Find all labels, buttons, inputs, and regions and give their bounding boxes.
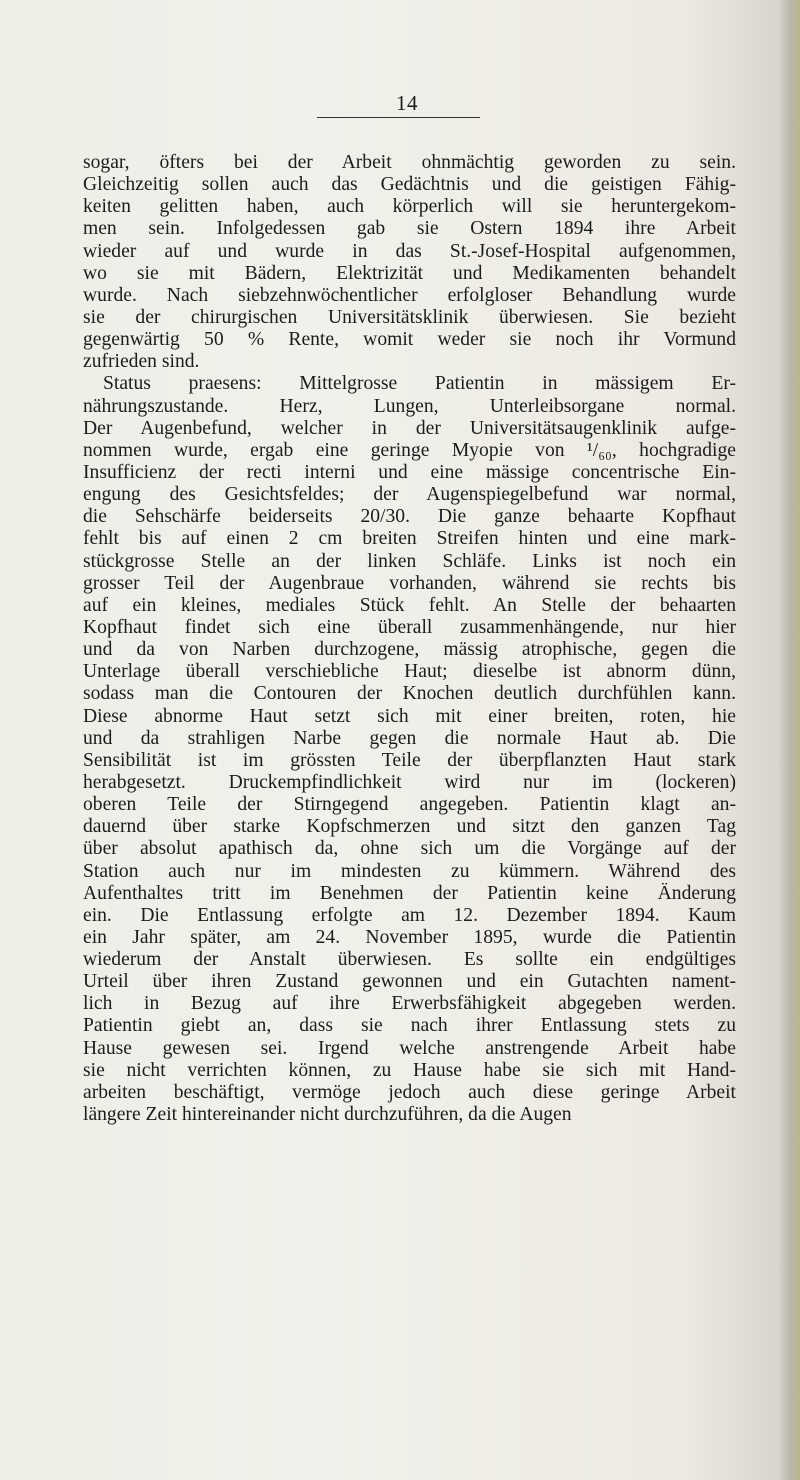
- text-line: auf ein kleines, mediales Stück fehlt. An Stelle der behaarten: [83, 594, 736, 616]
- text-line: lich in Bezug auf ihre Erwerbsfähigkeit abgegeben werden.: [83, 993, 736, 1015]
- text-line: Kopfhaut findet sich eine überall zusammenhängende, nur hier: [83, 616, 736, 638]
- text-line: Diese abnorme Haut setzt sich mit einer breiten, roten, hie: [83, 705, 736, 727]
- text-line: fehlt bis auf einen 2 cm breiten Streifen hinten und eine mark-: [83, 528, 736, 550]
- body-text: [83, 152, 736, 1126]
- text-line: Insufficienz der recti interni und eine mässige concentrische Ein-: [83, 461, 736, 483]
- text-line: wo sie mit Bädern, Elektrizität und Medikamenten behandelt: [83, 262, 736, 284]
- header-rule: [317, 117, 480, 118]
- text-line: grosser Teil der Augenbraue vorhanden, während sie rechts bis: [83, 572, 736, 594]
- text-line: ein Jahr später, am 24. November 1895, wurde die Patientin: [83, 926, 736, 948]
- text-line: nährungszustande. Herz, Lungen, Unterleibsorgane normal.: [83, 395, 736, 417]
- text-line: zufrieden sind.: [83, 351, 200, 373]
- text-line: Der Augenbefund, welcher in der Universitätsaugenklinik aufge-: [83, 417, 736, 439]
- text-line: dauernd über starke Kopfschmerzen und sitzt den ganzen Tag: [83, 816, 736, 838]
- text-line: sogar, öfters bei der Arbeit ohnmächtig geworden zu sein.: [83, 152, 736, 173]
- page-edge-shadow: [778, 0, 800, 1480]
- text-line: und da strahligen Narbe gegen die normale Haut ab. Die: [83, 727, 736, 749]
- text-line: men sein. Infolgedessen gab sie Ostern 1894 ihre Arbeit: [83, 218, 736, 240]
- text-line: Status praesens: Mittelgrosse Patientin in mässigem Er-: [103, 373, 736, 395]
- text-line: herabgesetzt. Druckempfindlichkeit wird nur im (lockeren): [83, 771, 736, 793]
- text-line: sodass man die Contouren der Knochen deutlich durchfühlen kann.: [83, 683, 736, 705]
- text-line: Unterlage überall verschiebliche Haut; dieselbe ist abnorm dünn,: [83, 661, 736, 683]
- text-line: gegenwärtig 50 % Rente, womit weder sie noch ihr Vormund: [83, 329, 736, 351]
- text-line: Gleichzeitig sollen auch das Gedächtnis und die geistigen Fähig-: [83, 174, 736, 196]
- text-line: Sensibilität ist im grössten Teile der überpflanzten Haut stark: [83, 749, 736, 771]
- text-line: sie der chirurgischen Universitätsklinik überwiesen. Sie bezieht: [83, 306, 736, 328]
- text-line: arbeiten beschäftigt, vermöge jedoch auch diese geringe Arbeit: [83, 1081, 736, 1103]
- text-line: längere Zeit hintereinander nicht durchzuführen, da die Augen: [83, 1104, 572, 1126]
- text-line: oberen Teile der Stirngegend angegeben. Patientin klagt an-: [83, 794, 736, 816]
- text-line: stückgrosse Stelle an der linken Schläfe. Links ist noch ein: [83, 550, 736, 572]
- text-line: keiten gelitten haben, auch körperlich will sie heruntergekom-: [83, 196, 736, 218]
- text-line: ein. Die Entlassung erfolgte am 12. Dezember 1894. Kaum: [83, 904, 736, 926]
- text-line: Aufenthaltes tritt im Benehmen der Patientin keine Änderung: [83, 882, 736, 904]
- page-number: 14: [396, 91, 418, 115]
- text-line: nommen wurde, ergab eine geringe Myopie von ¹/₆₀, hochgradige: [83, 439, 736, 461]
- text-line: über absolut apathisch da, ohne sich um die Vorgänge auf der: [83, 838, 736, 860]
- text-line: und da von Narben durchzogene, mässig atrophische, gegen die: [83, 639, 736, 661]
- text-line: die Sehschärfe beiderseits 20/30. Die ganze behaarte Kopfhaut: [83, 506, 736, 528]
- text-line: wurde. Nach siebzehnwöchentlicher erfolgloser Behandlung wurde: [83, 284, 736, 306]
- text-line: engung des Gesichtsfeldes; der Augenspiegelbefund war normal,: [83, 484, 736, 506]
- text-line: wiederum der Anstalt überwiesen. Es sollte ein endgültiges: [83, 949, 736, 971]
- text-line: Hause gewesen sei. Irgend welche anstrengende Arbeit habe: [83, 1037, 736, 1059]
- text-line: Patientin giebt an, dass sie nach ihrer Entlassung stets zu: [83, 1015, 736, 1037]
- text-line: wieder auf und wurde in das St.-Josef-Hospital aufgenommen,: [83, 240, 736, 262]
- text-line: Station auch nur im mindesten zu kümmern. Während des: [83, 860, 736, 882]
- text-line: sie nicht verrichten können, zu Hause habe sie sich mit Hand-: [83, 1059, 736, 1081]
- text-line: Urteil über ihren Zustand gewonnen und ein Gutachten nament-: [83, 971, 736, 993]
